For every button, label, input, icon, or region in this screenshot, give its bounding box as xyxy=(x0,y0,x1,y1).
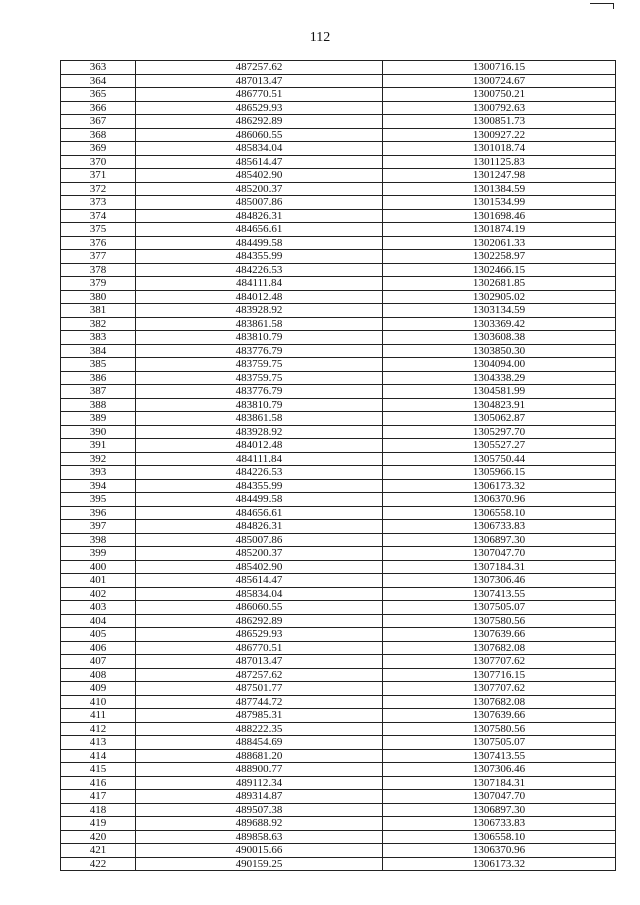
point-number-cell: 404 xyxy=(61,614,136,628)
table-row xyxy=(61,439,616,453)
y-coordinate-cell: 1307682.08 xyxy=(383,641,616,655)
y-coordinate-cell: 1307413.55 xyxy=(383,749,616,763)
coordinates-table xyxy=(60,60,616,871)
table-row xyxy=(61,790,616,804)
table-row xyxy=(61,142,616,156)
y-coordinate-cell: 1304094.00 xyxy=(383,358,616,372)
y-coordinate-cell: 1305750.44 xyxy=(383,452,616,466)
y-coordinate-cell: 1306558.10 xyxy=(383,506,616,520)
point-number-cell: 371 xyxy=(61,169,136,183)
y-coordinate-cell: 1301125.83 xyxy=(383,155,616,169)
point-number-cell: 372 xyxy=(61,182,136,196)
x-coordinate-cell: 489507.38 xyxy=(136,803,383,817)
table-row xyxy=(61,344,616,358)
y-coordinate-cell: 1301247.98 xyxy=(383,169,616,183)
x-coordinate-cell: 486292.89 xyxy=(136,115,383,129)
point-number-cell: 413 xyxy=(61,736,136,750)
table-row xyxy=(61,682,616,696)
coordinates-table-body xyxy=(61,61,616,871)
x-coordinate-cell: 487013.47 xyxy=(136,655,383,669)
x-coordinate-cell: 486060.55 xyxy=(136,601,383,615)
x-coordinate-cell: 484355.99 xyxy=(136,250,383,264)
x-coordinate-cell: 485402.90 xyxy=(136,169,383,183)
y-coordinate-cell: 1306733.83 xyxy=(383,520,616,534)
y-coordinate-cell: 1307306.46 xyxy=(383,763,616,777)
x-coordinate-cell: 490015.66 xyxy=(136,844,383,858)
x-coordinate-cell: 483759.75 xyxy=(136,358,383,372)
point-number-cell: 398 xyxy=(61,533,136,547)
x-coordinate-cell: 484355.99 xyxy=(136,479,383,493)
table-row xyxy=(61,196,616,210)
point-number-cell: 393 xyxy=(61,466,136,480)
table-row xyxy=(61,290,616,304)
point-number-cell: 407 xyxy=(61,655,136,669)
table-row xyxy=(61,182,616,196)
table-row xyxy=(61,709,616,723)
y-coordinate-cell: 1303369.42 xyxy=(383,317,616,331)
table-row xyxy=(61,385,616,399)
point-number-cell: 379 xyxy=(61,277,136,291)
point-number-cell: 422 xyxy=(61,857,136,871)
x-coordinate-cell: 485614.47 xyxy=(136,155,383,169)
table-row xyxy=(61,587,616,601)
table-row xyxy=(61,722,616,736)
x-coordinate-cell: 483861.58 xyxy=(136,412,383,426)
x-coordinate-cell: 483861.58 xyxy=(136,317,383,331)
y-coordinate-cell: 1300851.73 xyxy=(383,115,616,129)
x-coordinate-cell: 486529.93 xyxy=(136,628,383,642)
y-coordinate-cell: 1306733.83 xyxy=(383,817,616,831)
table-row xyxy=(61,817,616,831)
x-coordinate-cell: 489112.34 xyxy=(136,776,383,790)
x-coordinate-cell: 484826.31 xyxy=(136,520,383,534)
table-row xyxy=(61,74,616,88)
table-row xyxy=(61,479,616,493)
point-number-cell: 399 xyxy=(61,547,136,561)
y-coordinate-cell: 1307639.66 xyxy=(383,628,616,642)
point-number-cell: 363 xyxy=(61,61,136,75)
x-coordinate-cell: 488681.20 xyxy=(136,749,383,763)
y-coordinate-cell: 1305297.70 xyxy=(383,425,616,439)
x-coordinate-cell: 485402.90 xyxy=(136,560,383,574)
y-coordinate-cell: 1305527.27 xyxy=(383,439,616,453)
x-coordinate-cell: 487501.77 xyxy=(136,682,383,696)
table-row xyxy=(61,574,616,588)
table-row xyxy=(61,88,616,102)
x-coordinate-cell: 483759.75 xyxy=(136,371,383,385)
table-row xyxy=(61,371,616,385)
table-row xyxy=(61,115,616,129)
point-number-cell: 410 xyxy=(61,695,136,709)
x-coordinate-cell: 486060.55 xyxy=(136,128,383,142)
x-coordinate-cell: 486529.93 xyxy=(136,101,383,115)
x-coordinate-cell: 483928.92 xyxy=(136,425,383,439)
point-number-cell: 395 xyxy=(61,493,136,507)
table-row xyxy=(61,493,616,507)
x-coordinate-cell: 488222.35 xyxy=(136,722,383,736)
table-row xyxy=(61,520,616,534)
point-number-cell: 416 xyxy=(61,776,136,790)
table-row xyxy=(61,776,616,790)
corner-mark xyxy=(590,3,614,4)
y-coordinate-cell: 1307047.70 xyxy=(383,547,616,561)
y-coordinate-cell: 1302681.85 xyxy=(383,277,616,291)
point-number-cell: 387 xyxy=(61,385,136,399)
y-coordinate-cell: 1307639.66 xyxy=(383,709,616,723)
point-number-cell: 374 xyxy=(61,209,136,223)
y-coordinate-cell: 1306897.30 xyxy=(383,533,616,547)
point-number-cell: 389 xyxy=(61,412,136,426)
point-number-cell: 392 xyxy=(61,452,136,466)
x-coordinate-cell: 484012.48 xyxy=(136,439,383,453)
point-number-cell: 384 xyxy=(61,344,136,358)
y-coordinate-cell: 1307505.07 xyxy=(383,736,616,750)
point-number-cell: 376 xyxy=(61,236,136,250)
y-coordinate-cell: 1301534.99 xyxy=(383,196,616,210)
y-coordinate-cell: 1307707.62 xyxy=(383,655,616,669)
point-number-cell: 414 xyxy=(61,749,136,763)
point-number-cell: 386 xyxy=(61,371,136,385)
y-coordinate-cell: 1306173.32 xyxy=(383,479,616,493)
x-coordinate-cell: 487257.62 xyxy=(136,61,383,75)
x-coordinate-cell: 485007.86 xyxy=(136,196,383,210)
y-coordinate-cell: 1303608.38 xyxy=(383,331,616,345)
point-number-cell: 418 xyxy=(61,803,136,817)
point-number-cell: 419 xyxy=(61,817,136,831)
y-coordinate-cell: 1306370.96 xyxy=(383,844,616,858)
y-coordinate-cell: 1300927.22 xyxy=(383,128,616,142)
table-row xyxy=(61,466,616,480)
table-row xyxy=(61,61,616,75)
point-number-cell: 421 xyxy=(61,844,136,858)
y-coordinate-cell: 1304581.99 xyxy=(383,385,616,399)
y-coordinate-cell: 1303850.30 xyxy=(383,344,616,358)
y-coordinate-cell: 1307047.70 xyxy=(383,790,616,804)
point-number-cell: 381 xyxy=(61,304,136,318)
y-coordinate-cell: 1306558.10 xyxy=(383,830,616,844)
point-number-cell: 375 xyxy=(61,223,136,237)
table-row xyxy=(61,358,616,372)
point-number-cell: 366 xyxy=(61,101,136,115)
x-coordinate-cell: 485007.86 xyxy=(136,533,383,547)
table-row xyxy=(61,128,616,142)
table-row xyxy=(61,695,616,709)
x-coordinate-cell: 486770.51 xyxy=(136,641,383,655)
point-number-cell: 394 xyxy=(61,479,136,493)
x-coordinate-cell: 488454.69 xyxy=(136,736,383,750)
point-number-cell: 402 xyxy=(61,587,136,601)
table-row xyxy=(61,641,616,655)
point-number-cell: 405 xyxy=(61,628,136,642)
y-coordinate-cell: 1307580.56 xyxy=(383,614,616,628)
x-coordinate-cell: 483776.79 xyxy=(136,385,383,399)
point-number-cell: 396 xyxy=(61,506,136,520)
y-coordinate-cell: 1302905.02 xyxy=(383,290,616,304)
table-row xyxy=(61,601,616,615)
y-coordinate-cell: 1301874.19 xyxy=(383,223,616,237)
x-coordinate-cell: 489688.92 xyxy=(136,817,383,831)
x-coordinate-cell: 487257.62 xyxy=(136,668,383,682)
point-number-cell: 412 xyxy=(61,722,136,736)
y-coordinate-cell: 1301018.74 xyxy=(383,142,616,156)
table-row xyxy=(61,533,616,547)
point-number-cell: 365 xyxy=(61,88,136,102)
y-coordinate-cell: 1300724.67 xyxy=(383,74,616,88)
x-coordinate-cell: 485834.04 xyxy=(136,587,383,601)
point-number-cell: 400 xyxy=(61,560,136,574)
table-row xyxy=(61,655,616,669)
table-row xyxy=(61,668,616,682)
y-coordinate-cell: 1306897.30 xyxy=(383,803,616,817)
point-number-cell: 417 xyxy=(61,790,136,804)
point-number-cell: 385 xyxy=(61,358,136,372)
point-number-cell: 403 xyxy=(61,601,136,615)
table-row xyxy=(61,223,616,237)
y-coordinate-cell: 1307306.46 xyxy=(383,574,616,588)
x-coordinate-cell: 488900.77 xyxy=(136,763,383,777)
table-row xyxy=(61,736,616,750)
y-coordinate-cell: 1307505.07 xyxy=(383,601,616,615)
point-number-cell: 390 xyxy=(61,425,136,439)
x-coordinate-cell: 483810.79 xyxy=(136,331,383,345)
x-coordinate-cell: 483928.92 xyxy=(136,304,383,318)
x-coordinate-cell: 485200.37 xyxy=(136,547,383,561)
table-row xyxy=(61,169,616,183)
x-coordinate-cell: 484499.58 xyxy=(136,493,383,507)
x-coordinate-cell: 490159.25 xyxy=(136,857,383,871)
point-number-cell: 420 xyxy=(61,830,136,844)
y-coordinate-cell: 1302258.97 xyxy=(383,250,616,264)
x-coordinate-cell: 483776.79 xyxy=(136,344,383,358)
y-coordinate-cell: 1301384.59 xyxy=(383,182,616,196)
y-coordinate-cell: 1301698.46 xyxy=(383,209,616,223)
point-number-cell: 367 xyxy=(61,115,136,129)
y-coordinate-cell: 1300750.21 xyxy=(383,88,616,102)
table-row xyxy=(61,317,616,331)
point-number-cell: 388 xyxy=(61,398,136,412)
y-coordinate-cell: 1305966.15 xyxy=(383,466,616,480)
x-coordinate-cell: 484012.48 xyxy=(136,290,383,304)
table-row xyxy=(61,628,616,642)
point-number-cell: 368 xyxy=(61,128,136,142)
y-coordinate-cell: 1300716.15 xyxy=(383,61,616,75)
table-row xyxy=(61,547,616,561)
y-coordinate-cell: 1307184.31 xyxy=(383,560,616,574)
point-number-cell: 411 xyxy=(61,709,136,723)
x-coordinate-cell: 484656.61 xyxy=(136,506,383,520)
table-row xyxy=(61,830,616,844)
x-coordinate-cell: 483810.79 xyxy=(136,398,383,412)
table-row xyxy=(61,614,616,628)
point-number-cell: 391 xyxy=(61,439,136,453)
point-number-cell: 397 xyxy=(61,520,136,534)
table-row xyxy=(61,749,616,763)
point-number-cell: 369 xyxy=(61,142,136,156)
y-coordinate-cell: 1307580.56 xyxy=(383,722,616,736)
table-row xyxy=(61,763,616,777)
x-coordinate-cell: 485200.37 xyxy=(136,182,383,196)
point-number-cell: 364 xyxy=(61,74,136,88)
y-coordinate-cell: 1307707.62 xyxy=(383,682,616,696)
y-coordinate-cell: 1306173.32 xyxy=(383,857,616,871)
table-row xyxy=(61,452,616,466)
x-coordinate-cell: 484111.84 xyxy=(136,452,383,466)
y-coordinate-cell: 1307682.08 xyxy=(383,695,616,709)
table-row xyxy=(61,425,616,439)
x-coordinate-cell: 484826.31 xyxy=(136,209,383,223)
table-row xyxy=(61,412,616,426)
table-row xyxy=(61,803,616,817)
table-row xyxy=(61,277,616,291)
page-number: 112 xyxy=(309,30,331,45)
y-coordinate-cell: 1307716.15 xyxy=(383,668,616,682)
y-coordinate-cell: 1307413.55 xyxy=(383,587,616,601)
x-coordinate-cell: 486292.89 xyxy=(136,614,383,628)
x-coordinate-cell: 487985.31 xyxy=(136,709,383,723)
table-row xyxy=(61,331,616,345)
y-coordinate-cell: 1300792.63 xyxy=(383,101,616,115)
point-number-cell: 373 xyxy=(61,196,136,210)
point-number-cell: 408 xyxy=(61,668,136,682)
x-coordinate-cell: 487744.72 xyxy=(136,695,383,709)
x-coordinate-cell: 484226.53 xyxy=(136,466,383,480)
x-coordinate-cell: 484226.53 xyxy=(136,263,383,277)
x-coordinate-cell: 487013.47 xyxy=(136,74,383,88)
point-number-cell: 409 xyxy=(61,682,136,696)
point-number-cell: 383 xyxy=(61,331,136,345)
point-number-cell: 415 xyxy=(61,763,136,777)
table-row xyxy=(61,236,616,250)
point-number-cell: 380 xyxy=(61,290,136,304)
x-coordinate-cell: 489858.63 xyxy=(136,830,383,844)
table-row xyxy=(61,506,616,520)
table-row xyxy=(61,263,616,277)
point-number-cell: 382 xyxy=(61,317,136,331)
x-coordinate-cell: 489314.87 xyxy=(136,790,383,804)
table-row xyxy=(61,398,616,412)
y-coordinate-cell: 1304823.91 xyxy=(383,398,616,412)
point-number-cell: 377 xyxy=(61,250,136,264)
y-coordinate-cell: 1302061.33 xyxy=(383,236,616,250)
y-coordinate-cell: 1302466.15 xyxy=(383,263,616,277)
table-row xyxy=(61,101,616,115)
table-row xyxy=(61,844,616,858)
y-coordinate-cell: 1303134.59 xyxy=(383,304,616,318)
point-number-cell: 401 xyxy=(61,574,136,588)
point-number-cell: 370 xyxy=(61,155,136,169)
y-coordinate-cell: 1307184.31 xyxy=(383,776,616,790)
y-coordinate-cell: 1305062.87 xyxy=(383,412,616,426)
y-coordinate-cell: 1304338.29 xyxy=(383,371,616,385)
x-coordinate-cell: 484111.84 xyxy=(136,277,383,291)
point-number-cell: 406 xyxy=(61,641,136,655)
table-row xyxy=(61,209,616,223)
table-row xyxy=(61,155,616,169)
x-coordinate-cell: 484656.61 xyxy=(136,223,383,237)
x-coordinate-cell: 486770.51 xyxy=(136,88,383,102)
y-coordinate-cell: 1306370.96 xyxy=(383,493,616,507)
table-row xyxy=(61,304,616,318)
table-row xyxy=(61,560,616,574)
point-number-cell: 378 xyxy=(61,263,136,277)
x-coordinate-cell: 485614.47 xyxy=(136,574,383,588)
x-coordinate-cell: 484499.58 xyxy=(136,236,383,250)
table-row xyxy=(61,857,616,871)
table-row xyxy=(61,250,616,264)
x-coordinate-cell: 485834.04 xyxy=(136,142,383,156)
